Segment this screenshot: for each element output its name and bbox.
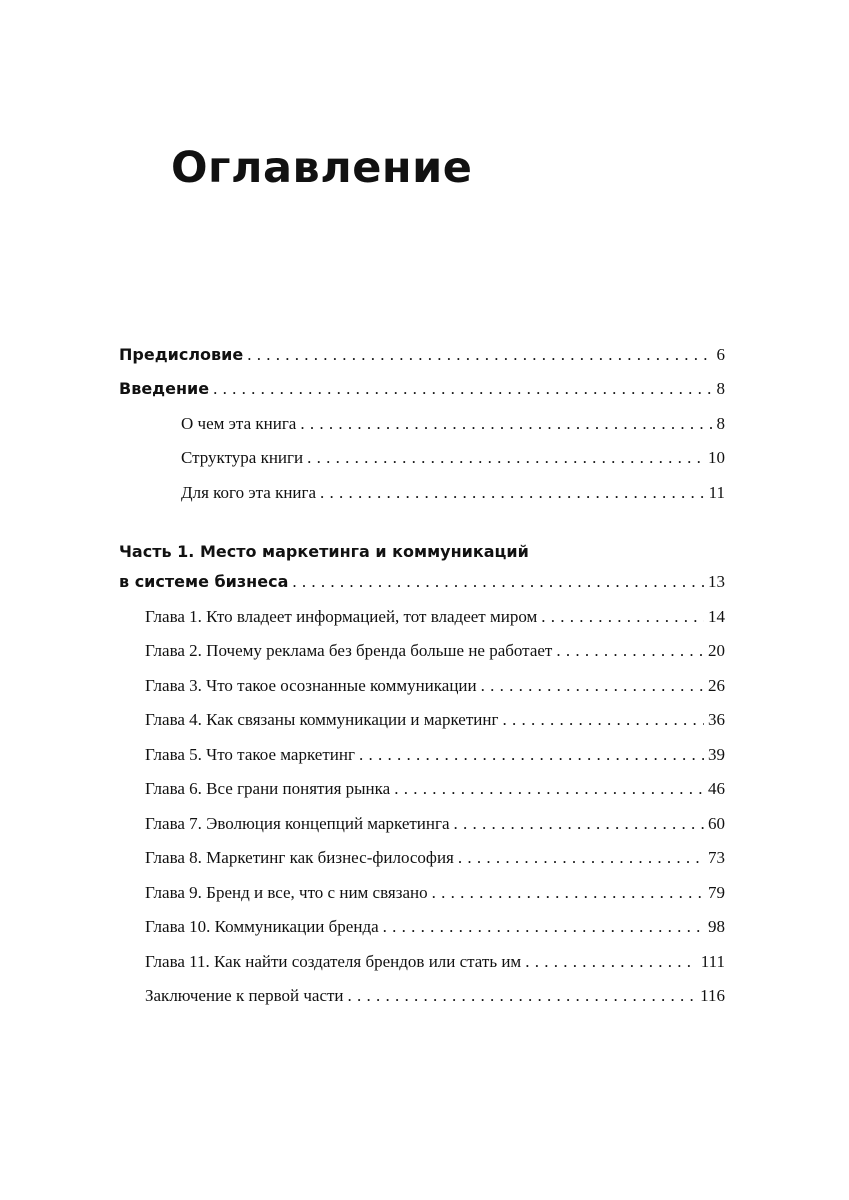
toc-entry-page: 8 — [716, 379, 725, 398]
dot-leader — [458, 845, 704, 871]
page-title: Оглавление — [171, 143, 473, 193]
toc-entry-page: 79 — [708, 883, 725, 902]
toc-entry-chapter-1[interactable] — [145, 604, 725, 630]
dot-leader — [383, 914, 704, 940]
toc-entry-chapter-10[interactable] — [145, 914, 725, 940]
toc-part1-heading[interactable]: Часть 1. Место маркетинга и коммуникаций — [119, 542, 529, 561]
toc-entry-page: 10 — [708, 448, 725, 467]
toc-entry-chapter-9[interactable] — [145, 880, 725, 906]
dot-leader — [556, 638, 704, 664]
toc-entry-page: 14 — [708, 607, 725, 626]
toc-entry-about-book[interactable] — [181, 411, 725, 437]
toc-entry-introduction[interactable] — [119, 376, 725, 402]
toc-entry-page: 111 — [700, 952, 725, 971]
toc-entry-label: Глава 2. Почему реклама без бренда больше не работает — [145, 641, 553, 660]
dot-leader — [348, 983, 697, 1009]
toc-entry-page: 26 — [708, 676, 725, 695]
toc-entry-audience[interactable] — [181, 480, 725, 506]
dot-leader — [541, 604, 704, 630]
toc-entry-label: Глава 8. Маркетинг как бизнес-философия — [145, 848, 454, 867]
toc-entry-chapter-7[interactable] — [145, 811, 725, 837]
toc-entry-label: Глава 11. Как найти создателя брендов или стать им — [145, 952, 522, 971]
toc-entry-label: Введение — [119, 379, 210, 398]
toc-entry-page: 8 — [716, 414, 725, 433]
toc-entry-label: Предисловие — [119, 345, 244, 364]
toc-entry-label: Структура книги — [181, 448, 304, 467]
toc-entry-label: Глава 9. Бренд и все, что с ним связано — [145, 883, 428, 902]
dot-leader — [300, 411, 712, 437]
toc-entry-part1[interactable] — [119, 569, 725, 595]
toc-entry-page: 46 — [708, 779, 725, 798]
dot-leader — [307, 445, 704, 471]
toc-entry-chapter-6[interactable] — [145, 776, 725, 802]
toc-entry-label: Для кого эта книга — [181, 483, 317, 502]
toc-entry-page: 39 — [708, 745, 725, 764]
toc-entry-part1-conclusion[interactable] — [145, 983, 725, 1009]
toc-entry-label: Глава 1. Кто владеет информацией, тот владеет миром — [145, 607, 538, 626]
dot-leader — [359, 742, 704, 768]
toc-entry-page: 20 — [708, 641, 725, 660]
dot-leader — [432, 880, 704, 906]
toc-entry-page: 73 — [708, 848, 725, 867]
toc-entry-page: 60 — [708, 814, 725, 833]
dot-leader — [454, 811, 704, 837]
toc-entry-label: Глава 7. Эволюция концепций маркетинга — [145, 814, 450, 833]
toc-entry-label: Заключение к первой части — [145, 986, 344, 1005]
dot-leader — [292, 569, 704, 595]
toc-entry-chapter-8[interactable] — [145, 845, 725, 871]
dot-leader — [320, 480, 705, 506]
dot-leader — [247, 342, 712, 368]
toc-entry-chapter-5[interactable] — [145, 742, 725, 768]
toc-entry-page: 98 — [708, 917, 725, 936]
dot-leader — [213, 376, 712, 402]
dot-leader — [481, 673, 704, 699]
toc-entry-label: Глава 6. Все грани понятия рынка — [145, 779, 391, 798]
dot-leader — [502, 707, 704, 733]
toc-entry-page: 6 — [716, 345, 725, 364]
toc-entry-preface[interactable] — [119, 342, 725, 368]
toc-entry-chapter-3[interactable] — [145, 673, 725, 699]
dot-leader — [394, 776, 704, 802]
toc-entry-page: 11 — [708, 483, 725, 502]
toc-entry-label: Глава 5. Что такое маркетинг — [145, 745, 355, 764]
toc-entry-chapter-4[interactable] — [145, 707, 725, 733]
toc-entry-label: в системе бизнеса — [119, 572, 289, 591]
toc-entry-page: 116 — [700, 986, 725, 1005]
toc-entry-label: Глава 4. Как связаны коммуникации и маркетинг — [145, 710, 499, 729]
dot-leader — [525, 949, 697, 975]
toc-entry-chapter-2[interactable] — [145, 638, 725, 664]
toc-entry-book-structure[interactable] — [181, 445, 725, 471]
toc-entry-label: О чем эта книга — [181, 414, 297, 433]
toc-entry-page: 36 — [708, 710, 725, 729]
toc-entry-label: Глава 10. Коммуникации бренда — [145, 917, 379, 936]
toc-entry-page: 13 — [708, 572, 725, 591]
toc-entry-label: Глава 3. Что такое осознанные коммуникации — [145, 676, 477, 695]
toc-entry-chapter-11[interactable] — [145, 949, 725, 975]
